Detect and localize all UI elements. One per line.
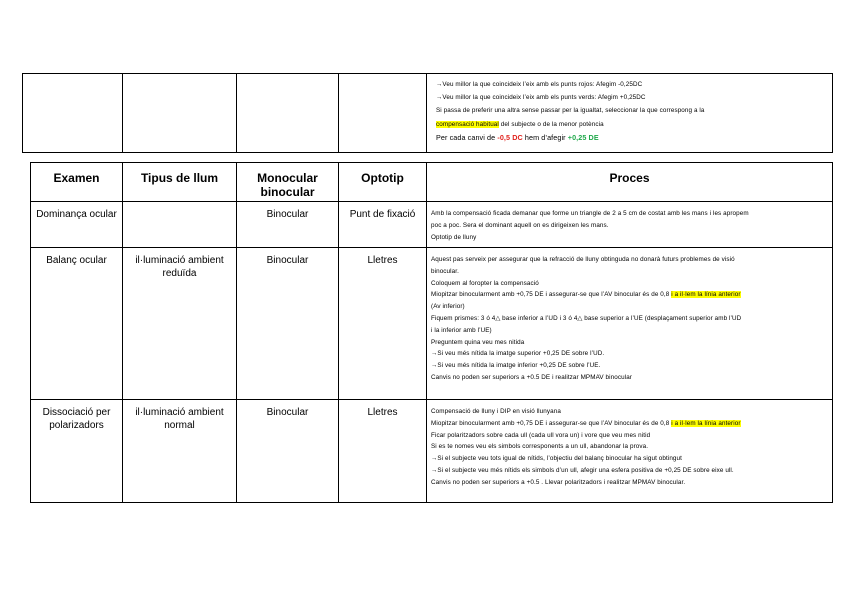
proces-line: Canvis no poden ser superiors a +0.5 . Llevar polaritzadors i realitzar MPMAV binocular. <box>431 478 686 486</box>
examen-cell: Dominança ocular <box>31 202 123 248</box>
proces-text: Per cada canvi de <box>436 132 498 142</box>
proces-cell <box>427 400 833 503</box>
empty-cell <box>237 74 339 153</box>
proces-line: →Si el subjecte veu tots igual de nítids, l’objectiu del balanç binocular ha sigut obtingut <box>431 455 682 463</box>
proces-line: Si passa de preferir una altra sense passar per la igualtat, seleccionar la que correspong a la <box>436 107 705 115</box>
proces-line: Si es te nomes veu els simbols corresponents a un ull, abandonar la prova. <box>431 443 649 451</box>
highlight-text: i a il·lem la línia anterior <box>671 291 741 299</box>
mono-cell: Binocular <box>237 202 339 248</box>
table-row <box>31 202 833 248</box>
proces-line: Ficar polaritzadors sobre cada ull (cada ull vora un) i vore que veu mes nitid <box>431 431 651 439</box>
proces-cell <box>427 74 833 153</box>
table-header-row <box>31 163 833 202</box>
table-row <box>31 248 833 400</box>
proces-cell <box>427 202 833 248</box>
proces-line: Coloquem al foropter la compensació <box>431 279 539 287</box>
proces-line <box>431 289 829 301</box>
green-value: +0,25 DE <box>567 132 599 142</box>
table-row <box>23 74 833 153</box>
proces-line: poc a poc. Sera el dominant aquell on es dirigeixen les mans. <box>431 221 609 229</box>
proces-line: Canvis no poden ser superiors a +0.5 DE i realitzar MPMAV binocular <box>431 373 633 381</box>
proces-line <box>436 118 828 131</box>
header-examen: Examen <box>31 163 123 202</box>
continued-table <box>22 73 833 153</box>
optotip-cell: Lletres <box>339 248 427 400</box>
examen-cell: Dissociació per polarizadors <box>31 400 123 503</box>
proces-line: Fiquem prismes: 3 ó 4△ base inferior a l’UD i 3 ó 4△ base superior a l’UE (desplaçament superior amb l’UD <box>431 314 742 322</box>
header-optotip: Optotip <box>339 163 427 202</box>
proces-line: Amb la compensació ficada demanar que forme un triangle de 2 a 5 cm de costat amb les mans i les apropem <box>431 210 749 217</box>
proces-text: Miopitzar binocularment amb +0,75 DE i assegurar-se que l’AV binocular és de 0,8 <box>431 419 672 427</box>
examen-cell: Balanç ocular <box>31 248 123 400</box>
proces-line <box>436 131 828 144</box>
proces-line: Optotip de lluny <box>431 233 477 241</box>
optotip-cell: Lletres <box>339 400 427 503</box>
header-proces: Proces <box>427 163 833 202</box>
red-value: -0,5 DC <box>497 132 523 142</box>
highlight-text: compensació habitual <box>436 120 499 128</box>
table-row <box>31 400 833 503</box>
llum-cell <box>123 202 237 248</box>
proces-line <box>431 418 829 430</box>
llum-cell: il·luminació ambient normal <box>123 400 237 503</box>
header-tipus-llum: Tipus de llum <box>123 163 237 202</box>
proces-line: →Veu millor la que coincideix l’eix amb els punts rojos: Afegim -0,25DC <box>436 81 643 88</box>
proces-line: Aquest pas serveix per assegurar que la refracció de lluny obtinguda no donarà futurs problemes de visió <box>431 256 735 263</box>
empty-cell <box>23 74 123 153</box>
proces-line: →Si veu més nítida la imatge inferior +0,25 DE sobre l’UE. <box>431 362 601 370</box>
proces-line: binocular. <box>431 267 459 275</box>
empty-cell <box>123 74 237 153</box>
proces-text: del subjecte o de la menor potència <box>498 120 604 128</box>
header-monocular: Monocular binocular <box>237 163 339 202</box>
proces-line: Compensació de lluny i DIP en visió llunyana <box>431 408 561 415</box>
llum-cell: il·luminació ambient reduïda <box>123 248 237 400</box>
mono-cell: Binocular <box>237 400 339 503</box>
optotip-cell: Punt de fixació <box>339 202 427 248</box>
proces-line: i la inferior amb l’UE) <box>431 326 492 334</box>
exam-table <box>30 162 833 503</box>
proces-text: Miopitzar binocularment amb +0,75 DE i assegurar-se que l’AV binocular és de 0,8 <box>431 291 672 299</box>
proces-line: Preguntem quina veu mes nitida <box>431 338 525 346</box>
proces-text: hem d’afegir <box>522 132 568 142</box>
mono-cell: Binocular <box>237 248 339 400</box>
proces-line: →Veu millor la que coincideix l’eix amb els punts verds: Afegim +0,25DC <box>436 94 646 102</box>
highlight-text: i a il·lem la línia anterior <box>671 419 741 427</box>
proces-cell <box>427 248 833 400</box>
empty-cell <box>339 74 427 153</box>
proces-line: →Si el subjecte veu més nítids els simbols d’un ull, afegir una esfera positiva de +0,25 DE sobre eixe ull. <box>431 466 734 474</box>
proces-line: (Av inferior) <box>431 303 465 311</box>
proces-line: →Si veu més nítida la imatge superior +0,25 DE sobre l’UD. <box>431 350 605 358</box>
